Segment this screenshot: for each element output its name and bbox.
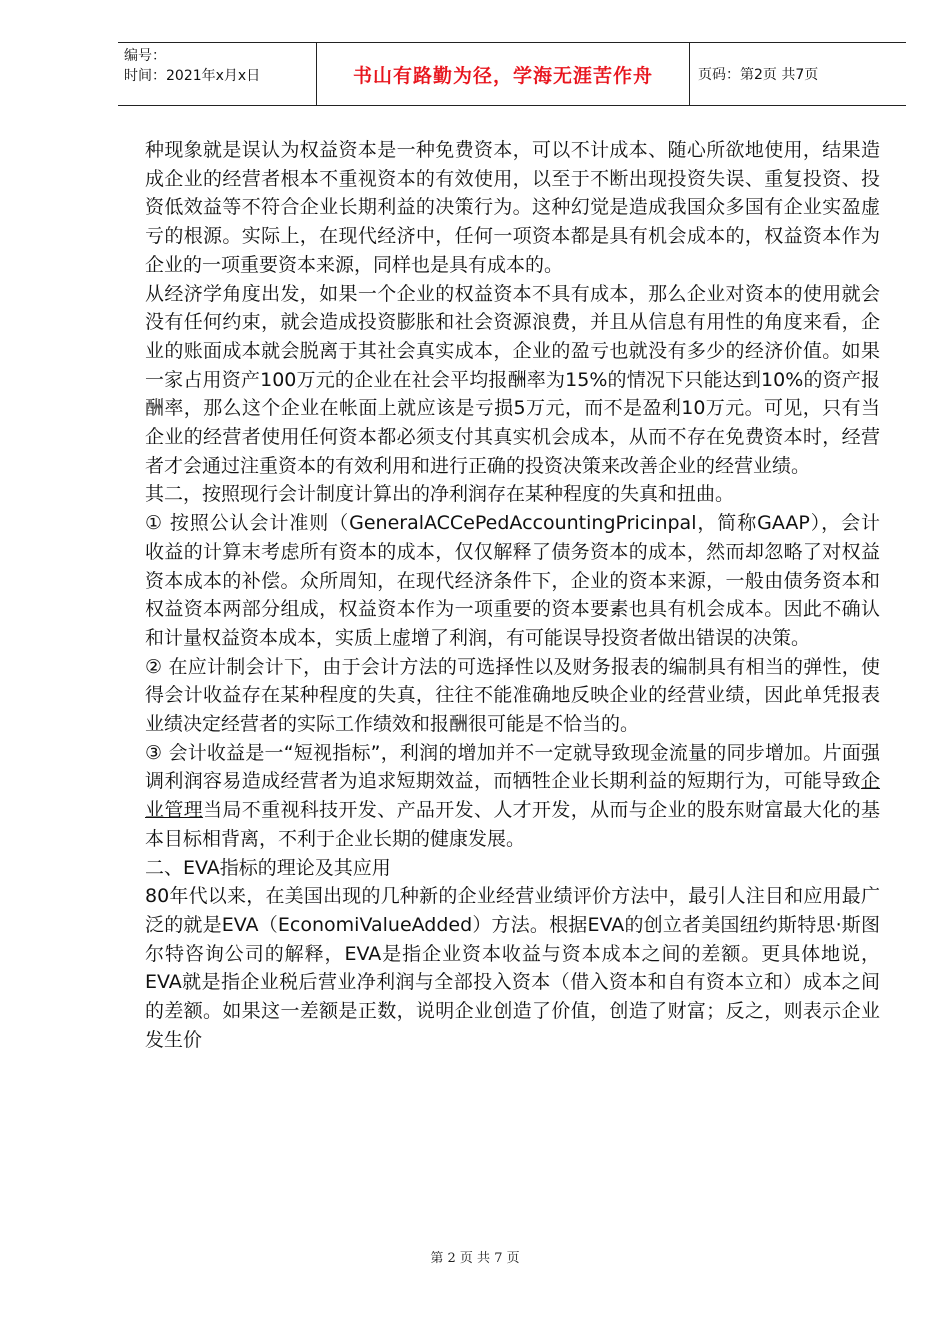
- header-meta: [118, 43, 316, 105]
- document-date: 时间：2021年x月x日: [124, 68, 261, 84]
- paragraph: 80年代以来，在美国出现的几种新的企业经营业绩评价方法中，最引人注目和应用最广泛的就是EVA（EconomiValueAdded）方法。根据EVA的创立者美国纽约斯特思·斯图尔特咨询公司的解释，EVA是指企业资本收益与资本成本之间的差额。更具体地说，EVA就是指企业税后营业净利润与全部投入资本（借入资本和自有资本立和）成本之间的差额。如果这一差额是正数，说明企业创造了价值，创造了财富；反之，则表示企业发生价: [145, 885, 880, 1051]
- paragraph: [145, 739, 880, 854]
- header-page-info: 页码：第2页 共7页: [698, 67, 819, 83]
- enterprise-management-link[interactable]: 企业管理: [145, 770, 880, 822]
- paragraph: ② 在应计制会计下，由于会计方法的可选择性以及财务报表的编制具有相当的弹性，使得会计收益存在某种程度的失真，往往不能准确地反映企业的经营业绩，因此单凭报表业绩决定经营者的实际工作绩效和报酬很可能是不恰当的。: [145, 655, 880, 736]
- paragraph: 其二，按照现行会计制度计算出的净利润存在某种程度的失真和扭曲。: [145, 483, 735, 506]
- document-number-label: 编号：: [124, 48, 166, 64]
- page-header: [118, 42, 906, 106]
- header-motto: 书山有路勤为径，学海无涯苦作舟: [316, 43, 690, 105]
- page-footer: 第 2 页 共 7 页: [430, 1251, 520, 1266]
- paragraph-text: ③ 会计收益是一“短视指标”，利润的增加并不一定就导致现金流量的同步增加。片面强调利润容易造成经营者为追求短期效益，而牺牲企业长期利益的短期行为，可能导致: [145, 741, 880, 793]
- paragraph: 种现象就是误认为权益资本是一种免费资本，可以不计成本、随心所欲地使用，结果造成企业的经营者根本不重视资本的有效使用，以至于不断出现投资失误、重复投资、投资低效益等不符合企业长期利益的决策行为。这种幻觉是造成我国众多国有企业实盈虚亏的根源。实际上，在现代经济中，任何一项资本都是具有机会成本的，权益资本作为企业的一项重要资本来源，同样也是具有成本的。: [145, 139, 880, 276]
- paragraph: ① 按照公认会计准则（GeneralACCePedAccountingPricinpal，简称GAAP），会计收益的计算末考虑所有资本的成本，仅仅解释了债务资本的成本，然而却忽略了对权益资本成本的补偿。众所周知，在现代经济条件下，企业的资本来源，一般由债务资本和权益资本两部分组成，权益资本作为一项重要的资本要素也具有机会成本。因此不确认和计量权益资本成本，实质上虚增了利润，有可能误导投资者做出错误的决策。: [145, 512, 880, 649]
- section-heading: 二、EVA指标的理论及其应用: [145, 856, 391, 879]
- paragraph-text: 当局不重视科技开发、产品开发、人才开发，从而与企业的股东财富最大化的基本目标相背离，不利于企业长期的健康发展。: [145, 799, 880, 850]
- document-body: [145, 136, 880, 1055]
- paragraph: 从经济学角度出发，如果一个企业的权益资本不具有成本，那么企业对资本的使用就会没有任何约束，就会造成投资膨胀和社会资源浪费，并且从信息有用性的角度来看，企业的账面成本就会脱离于其社会真实成本，企业的盈亏也就没有多少的经济价值。如果一家占用资产100万元的企业在社会平均报酬率为15%的情况下只能达到10%的资产报酬率，那么这个企业在帐面上就应该是亏损5万元，而不是盈利10万元。可见，只有当企业的经营者使用任何资本都必须支付其真实机会成本，从而不存在免费资本时，经营者才会通过注重资本的有效利用和进行正确的投资决策来改善企业的经营业绩。: [145, 282, 880, 477]
